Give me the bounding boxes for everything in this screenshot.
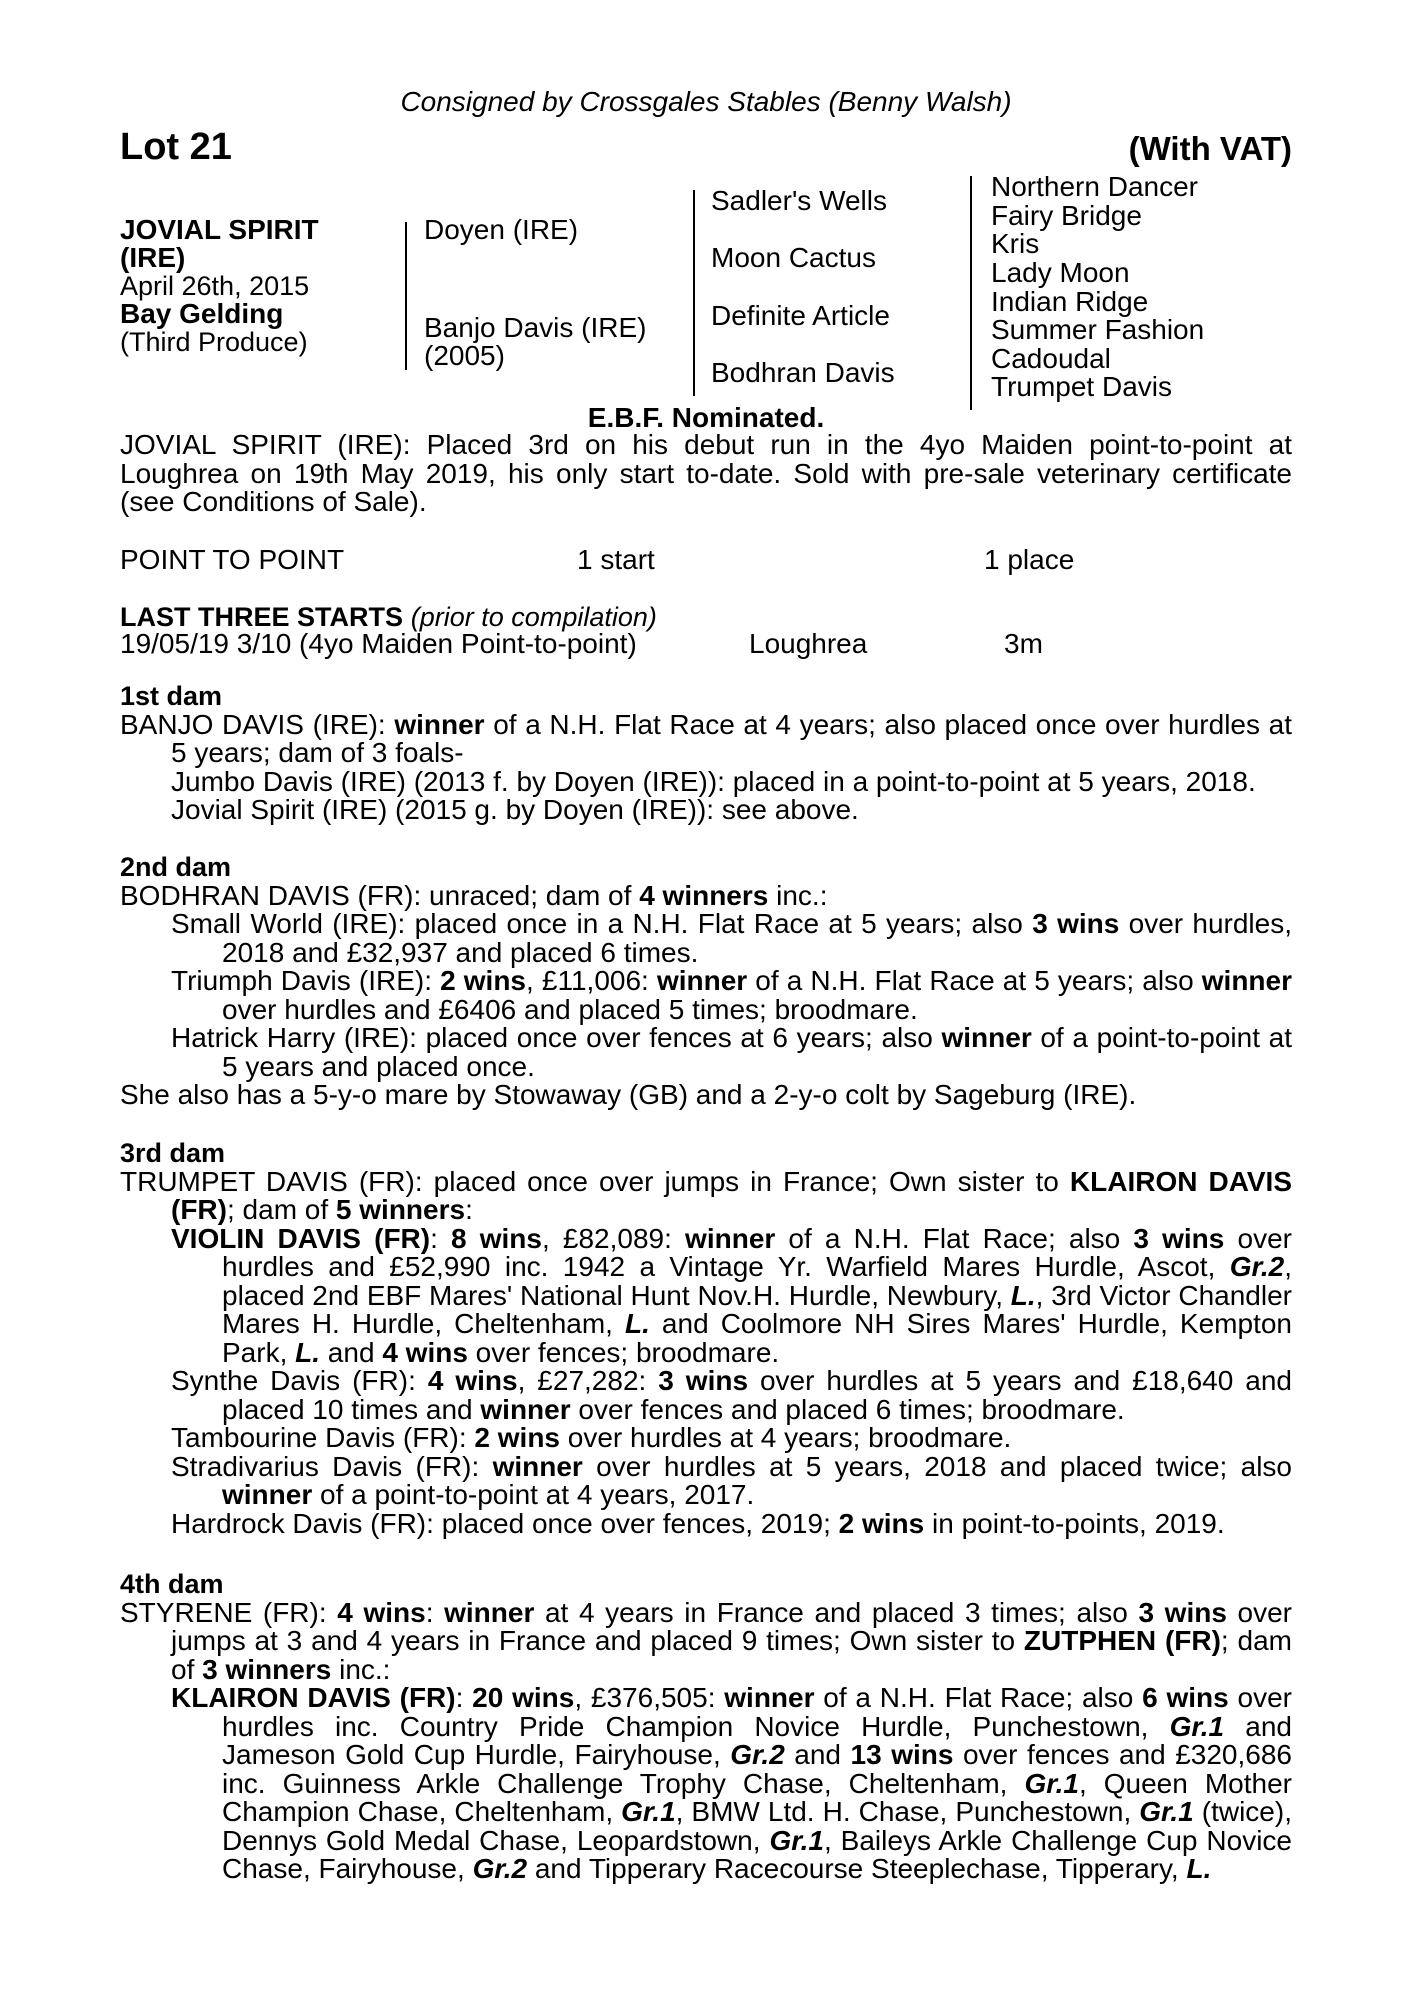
dam-summary: BODHRAN DAVIS (FR): unraced; dam of 4 winners inc.: xyxy=(120,879,828,911)
produce-entry: Stradivarius Davis (FR): winner over hurdles at 5 years, 2018 and placed twice; also winner of a point-to-point at 4 years, 2017. xyxy=(171,1450,1292,1510)
grandparent-4: Bodhran Davis xyxy=(711,357,895,388)
produce-entry: KLAIRON DAVIS (FR): 20 wins, £376,505: winner of a N.H. Flat Race; also 6 wins over hurdles inc. Country Pride Champion Novice Hurdle, Punchestown, Gr.1 and Jameson Gold Cup Hurdle, Fairyhouse, Gr.2 and 13 wins over fences and £320,686 inc. Guinness Arkle Challenge Trophy Chase, Cheltenham, Gr.1, Queen Mother Champion Chase, Cheltenham, Gr.1, BMW Ltd. H. Chase, Punchestown, Gr.1 (twice), Dennys Gold Medal Chase, Leopardstown, Gr.1, Baileys Arkle Challenge Cup Novice Chase, Fairyhouse, Gr.2 and Tipperary Racecourse Steeplechase, Tipperary, L. xyxy=(171,1682,1293,1884)
produce-entry: Tambourine Davis (FR): 2 wins over hurdles at 4 years; broodmare. xyxy=(171,1422,1012,1453)
horse-name: JOVIAL SPIRIT xyxy=(120,214,319,245)
pedigree-divider-1 xyxy=(405,222,407,370)
dam-note: She also has a 5-y-o mare by Stowaway (GB) and a 2-y-o colt by Sageburg (IRE). xyxy=(120,1079,1137,1110)
dam-summary: BANJO DAVIS (IRE): winner of a N.H. Flat Race at 4 years; also placed once over hurdles at 5 years; dam of 3 foals- xyxy=(120,708,1292,768)
grandparent-3: Definite Article xyxy=(711,300,890,331)
produce-entry: Synthe Davis (FR): 4 wins, £27,282: 3 wins over hurdles at 5 years and £18,640 and placed 10 times and winner over fences and placed 6 times; broodmare. xyxy=(171,1365,1292,1425)
produce-entry: Hardrock Davis (FR): placed once over fences, 2019; 2 wins in point-to-points, 2019. xyxy=(171,1507,1225,1539)
horse-sex: Bay Gelding xyxy=(120,298,284,329)
great-grandparent-8: Trumpet Davis xyxy=(991,371,1173,402)
produce-number: (Third Produce) xyxy=(120,327,308,357)
great-grandparent-1: Northern Dancer xyxy=(991,171,1198,202)
fourth-dam-section xyxy=(120,1570,1292,1884)
start-course: Loughrea xyxy=(749,628,868,659)
great-grandparent-4: Lady Moon xyxy=(991,257,1130,288)
pedigree-divider-2 xyxy=(693,190,695,396)
second-dam-section xyxy=(120,853,1292,1110)
ebf-nomination: E.B.F. Nominated. xyxy=(587,402,825,433)
produce-entry: Triumph Davis (IRE): 2 wins, £11,006: winner of a N.H. Flat Race at 5 years; also winner over hurdles and £6406 and placed 5 times; broodmare. xyxy=(171,965,1292,1025)
horse-country: (IRE) xyxy=(120,242,186,273)
produce-entry: VIOLIN DAVIS (FR): 8 wins, £82,089: winner of a N.H. Flat Race; also 3 wins over hurdles and £52,990 inc. 1942 a Vintage Yr. Warfield Mares Hurdle, Ascot, Gr.2, placed 2nd EBF Mares' National Hunt Nov.H. Hurdle, Newbury, L., 3rd Victor Chandler Mares H. Hurdle, Cheltenham, L. and Coolmore NH Sires Mares' Hurdle, Kempton Park, L. and 4 wins over fences; broodmare. xyxy=(171,1222,1292,1368)
sire: Doyen (IRE) xyxy=(424,214,579,245)
section-heading: 4th dam xyxy=(120,1569,224,1599)
start-distance: 3m xyxy=(1004,628,1043,659)
lot-number: Lot 21 xyxy=(120,126,232,168)
third-dam-section xyxy=(120,1139,1292,1538)
grandparent-1: Sadler's Wells xyxy=(711,185,887,216)
vat-note: (With VAT) xyxy=(1128,130,1292,167)
great-grandparent-5: Indian Ridge xyxy=(991,286,1149,317)
dam-summary: STYRENE (FR): 4 wins: winner at 4 years in France and placed 3 times; also 3 wins over jumps at 3 and 4 years in France and placed 9 times; Own sister to ZUTPHEN (FR); dam of 3 winners inc.: xyxy=(120,1596,1293,1685)
record-label: POINT TO POINT xyxy=(120,544,345,575)
last-starts-title: LAST THREE STARTS xyxy=(120,602,403,632)
section-heading: 3rd dam xyxy=(120,1138,226,1168)
great-grandparent-6: Summer Fashion xyxy=(991,314,1205,345)
record-starts: 1 start xyxy=(577,544,655,575)
intro-section xyxy=(120,431,1292,517)
produce-entry: Small World (IRE): placed once in a N.H. Flat Race at 5 years; also 3 wins over hurdles, 2018 and £32,937 and placed 6 times. xyxy=(171,908,1293,968)
great-grandparent-7: Cadoudal xyxy=(991,343,1111,374)
great-grandparent-2: Fairy Bridge xyxy=(991,200,1142,231)
grandparent-2: Moon Cactus xyxy=(711,242,876,273)
foaling-date: April 26th, 2015 xyxy=(120,271,310,301)
section-heading: 2nd dam xyxy=(120,852,232,882)
pedigree-divider-3 xyxy=(970,176,972,410)
produce-entry: Hatrick Harry (IRE): placed once over fences at 6 years; also winner of a point-to-point at 5 years and placed once. xyxy=(171,1022,1293,1082)
section-heading: 1st dam xyxy=(120,681,223,711)
intro-paragraph: JOVIAL SPIRIT (IRE): Placed 3rd on his debut run in the 4yo Maiden point-to-point at Loughrea on 19th May 2019, his only start to-date. Sold with pre-sale veterinary certificate (see Conditions of Sale). xyxy=(120,429,1292,517)
dam-summary: TRUMPET DAVIS (FR): placed once over jumps in France; Own sister to KLAIRON DAVIS (FR); dam of 5 winners: xyxy=(120,1165,1292,1225)
dam-year: (2005) xyxy=(424,340,505,371)
great-grandparent-3: Kris xyxy=(991,228,1040,259)
consignor-line: Consigned by Crossgales Stables (Benny Walsh) xyxy=(400,86,1012,117)
dam: Banjo Davis (IRE) xyxy=(424,312,647,343)
start-entry: 19/05/19 3/10 (4yo Maiden Point-to-point) xyxy=(120,628,637,659)
produce-entry: Jovial Spirit (IRE) (2015 g. by Doyen (IRE)): see above. xyxy=(171,794,859,825)
record-places: 1 place xyxy=(984,544,1075,575)
first-dam-section xyxy=(120,682,1292,825)
produce-entry: Jumbo Davis (IRE) (2013 f. by Doyen (IRE)): placed in a point-to-point at 5 years, 2018. xyxy=(171,765,1256,797)
last-starts-note: (prior to compilation) xyxy=(410,602,657,632)
